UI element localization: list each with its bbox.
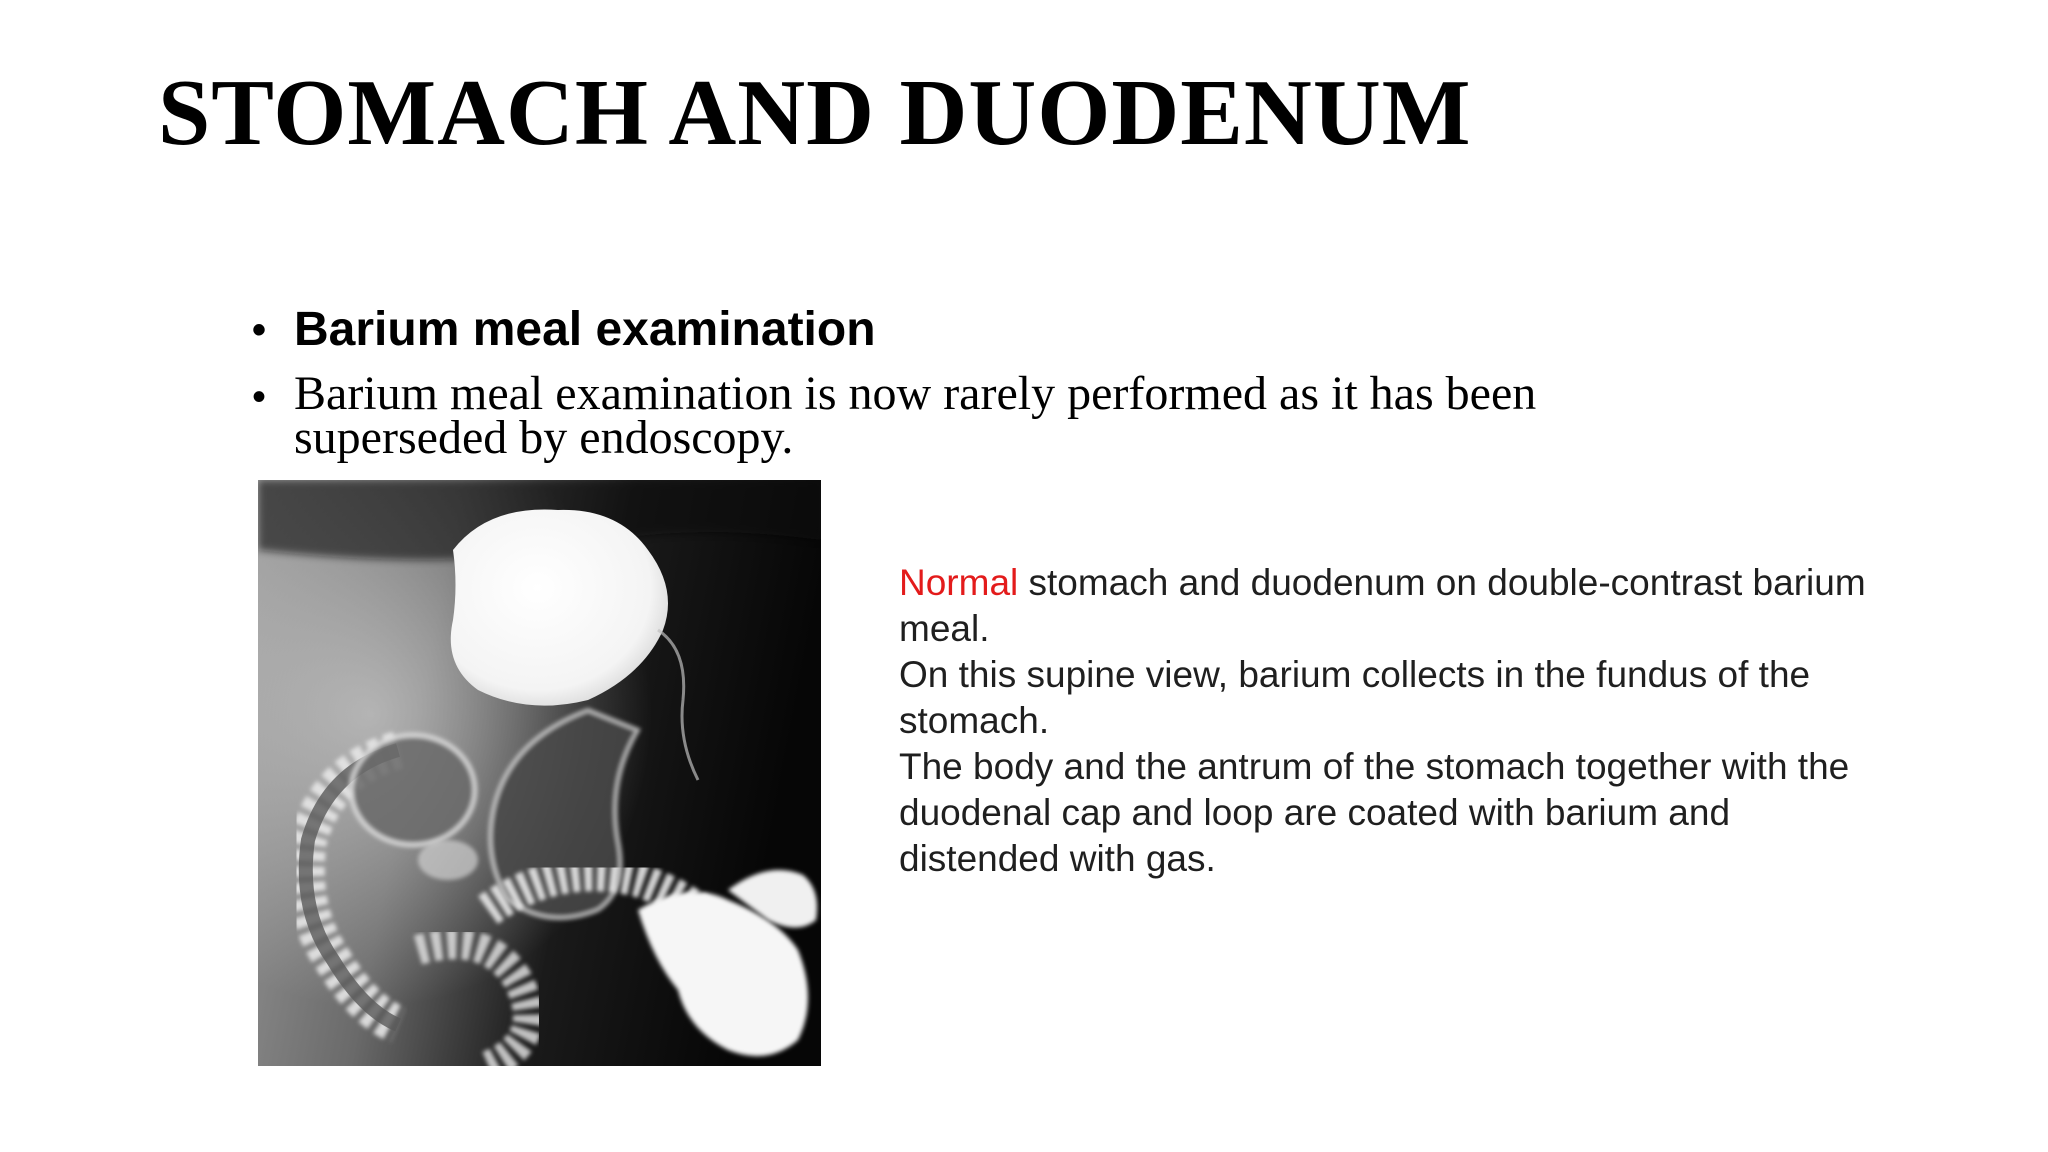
bullet-item-body [252,367,1552,464]
caption-text: stomach and duodenum on double-contrast barium meal. [899,562,1866,649]
caption-line-3: The body and the antrum of the stomach together with the duodenal cap and loop are coated with barium and distended with gas. [899,746,1850,879]
barium-meal-xray-image [258,480,821,1066]
slide-title: STOMACH AND DUODENUM [158,61,1472,165]
caption-line-1 [899,560,1899,652]
bullet-item-heading [252,300,1552,360]
caption-line-2: On this supine view, barium collects in the fundus of the stomach. [899,654,1811,741]
caption-highlight: Normal [899,562,1019,603]
bullet-dot-icon: • [252,308,267,352]
image-caption [899,560,1899,882]
bullet-dot-icon: • [252,375,267,419]
bullet-text: Barium meal examination is now rarely performed as it has been superseded by endoscopy. [294,367,1537,464]
bullet-text: Barium meal examination [294,303,876,356]
bullet-list [252,300,1552,464]
